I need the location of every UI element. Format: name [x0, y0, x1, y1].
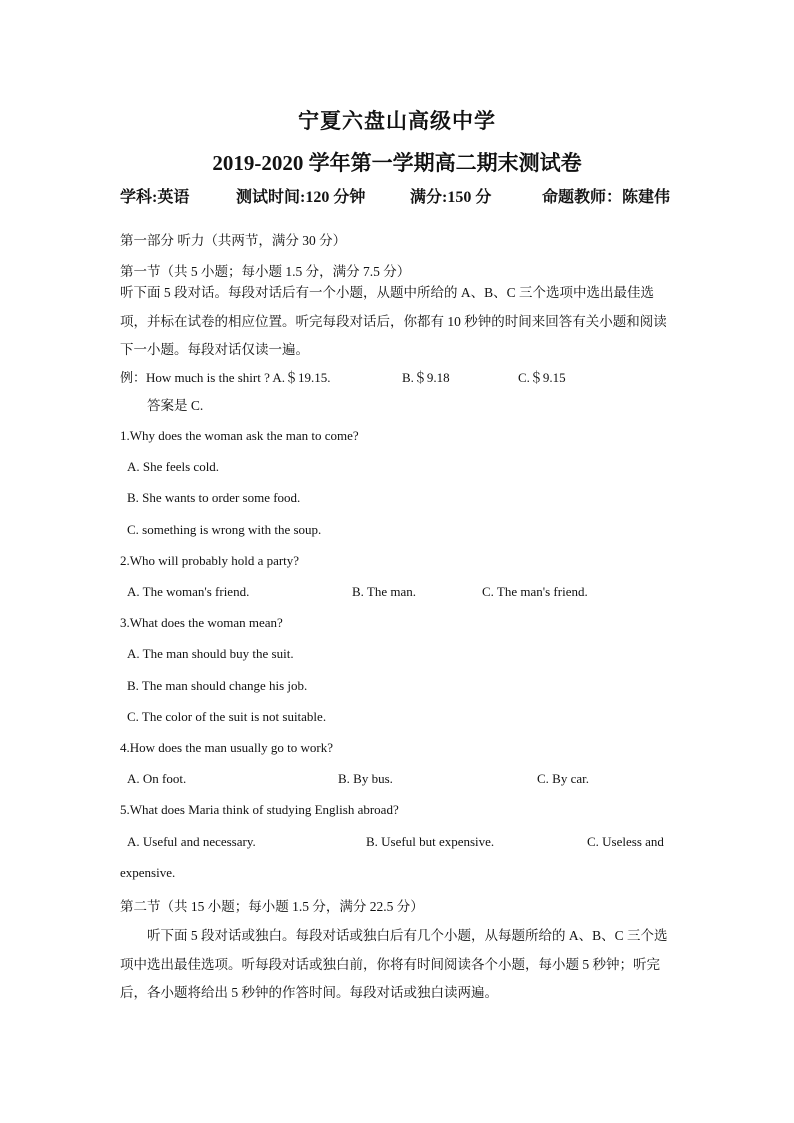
exam-info: [120, 184, 680, 207]
teacher-label: 命题教师：陈建伟: [542, 189, 671, 206]
question-4-option-c: C. By car.: [537, 771, 589, 786]
section1-heading: 第一节（共 5 小题；每小题 1.5 分，满分 7.5 分）: [120, 264, 411, 279]
question-1-option-a: A. She feels cold.: [127, 459, 220, 474]
example-option-b: B.＄9.18: [402, 370, 450, 385]
question-1-option-c: C. something is wrong with the soup.: [127, 522, 322, 537]
section1-instructions: 听下面 5 段对话。每段对话后有一个小题，从题中所给的 A、B、C 三个选项中选出最佳选项，并标在试卷的相应位置。听完每段对话后，你都有 10 秒钟的时间来回答有关小题和阅读下一小题。每段对话仅读一遍。: [120, 285, 667, 357]
question-1-option-b: B. She wants to order some food.: [127, 490, 301, 505]
question-2-option-c: C. The man's friend.: [482, 584, 588, 599]
time-label: 测试时间:120 分钟: [236, 189, 366, 206]
part1-heading: 第一部分 听力（共两节，满分 30 分）: [120, 233, 347, 248]
question-4-option-a: A. On foot.: [127, 771, 187, 786]
question-5-option-b: B. Useful but expensive.: [366, 834, 495, 849]
question-2-option-a: A. The woman's friend.: [127, 584, 250, 599]
question-5-stem: 5.What does Maria think of studying English abroad?: [120, 802, 399, 817]
question-2-option-b: B. The man.: [352, 584, 417, 599]
school-name: 宁夏六盘山高级中学: [298, 109, 496, 133]
example-option-c: C.＄9.15: [518, 370, 566, 385]
question-5-option-a: A. Useful and necessary.: [127, 834, 256, 849]
question-3-option-b: B. The man should change his job.: [127, 678, 308, 693]
example-question: 例：How much is the shirt ? A.＄19.15.: [120, 370, 331, 385]
question-5-option-c: C. Useless and: [587, 834, 664, 849]
question-3-option-c: C. The color of the suit is not suitable.: [127, 709, 327, 724]
subject-label: 学科:英语: [120, 189, 190, 206]
question-1-stem: 1.Why does the woman ask the man to come?: [120, 428, 359, 443]
example-answer: 答案是 C.: [147, 398, 204, 413]
section2-heading: 第二节（共 15 小题；每小题 1.5 分，满分 22.5 分）: [120, 899, 424, 914]
question-4-stem: 4.How does the man usually go to work?: [120, 740, 334, 755]
question-3-option-a: A. The man should buy the suit.: [127, 646, 294, 661]
exam-title: 2019-2020 学年第一学期高二期末测试卷: [212, 151, 582, 175]
section2-instructions: 听下面 5 段对话或独白。每段对话或独白后有几个小题，从每题所给的 A、B、C 三个选项中选出最佳选项。听每段对话或独白前，你将有时间阅读各个小题，每小题 5 秒钟；听完后，各小题将给出 5 秒钟的作答时间。每段对话或独白读两遍。: [120, 928, 668, 1000]
question-3-stem: 3.What does the woman mean?: [120, 615, 283, 630]
question-4-option-b: B. By bus.: [338, 771, 393, 786]
question-2-stem: 2.Who will probably hold a party?: [120, 553, 300, 568]
score-label: 满分:150 分: [410, 189, 492, 206]
question-5-option-c-continued: expensive.: [120, 865, 176, 880]
